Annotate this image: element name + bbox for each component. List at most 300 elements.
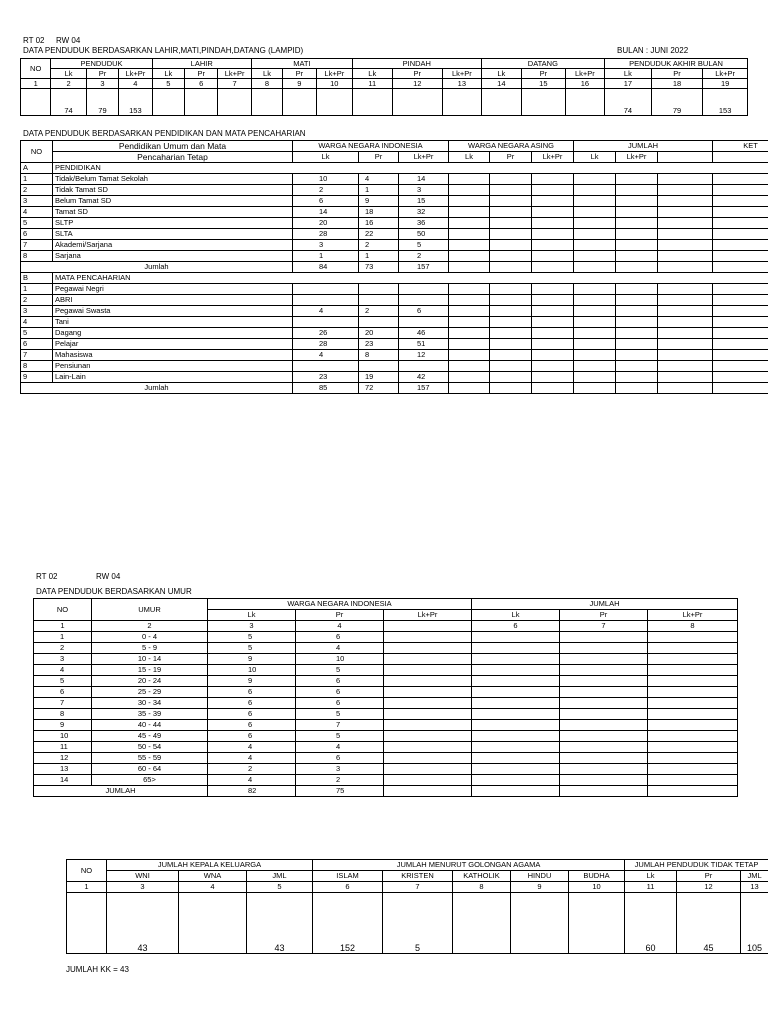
umur-title: DATA PENDUDUK BERDASARKAN UMUR [36,587,192,596]
empty-cell [658,339,713,350]
sub-header: ISLAM [313,871,383,882]
jumlah-row [34,786,738,797]
empty-cell [384,654,472,665]
table-row [21,251,768,262]
empty-cell [532,207,574,218]
wni-header: WARGA NEGARA INDONESIA [208,599,472,610]
table-row [21,328,768,339]
index-cell: 8 [453,882,511,893]
row-lkpr: 3 [399,185,449,196]
row-lk: 9 [208,676,296,687]
empty-cell [384,665,472,676]
bulan-label: BULAN : JUNI 2022 [617,46,689,55]
group-mati: MATI [251,59,352,69]
value-cell: 152 [313,893,383,954]
row-label: Dagang [53,328,293,339]
values-row [21,89,748,116]
row-umur: 25 - 29 [92,687,208,698]
sub-pr: Pr [86,69,118,79]
row-no: 6 [34,687,92,698]
sub-lkpr: Lk+Pr [443,69,481,79]
index-cell: 15 [522,79,566,89]
empty-cell [574,174,616,185]
row-no: 4 [21,207,53,218]
value-cell [67,893,107,954]
empty-cell [449,383,490,394]
rw-label-2: RW 04 [96,572,121,581]
empty-cell [616,350,658,361]
row-no: 8 [21,251,53,262]
index-cell: 12 [677,882,741,893]
row-label: Pensiunan [53,361,293,372]
umur-header: UMUR [92,599,208,621]
empty-cell [574,372,616,383]
empty-cell [449,284,490,295]
row-lk: 10 [293,174,359,185]
empty-cell [449,185,490,196]
empty-cell [574,284,616,295]
empty-cell [658,174,713,185]
empty-cell [658,185,713,196]
value-cell [443,89,481,116]
empty-cell [532,372,574,383]
value-cell [522,89,566,116]
value-cell: 5 [383,893,453,954]
empty-cell [560,654,648,665]
jumlah-pr: 73 [359,262,399,273]
index-cell: 4 [119,79,152,89]
empty-cell [658,383,713,394]
empty-cell [490,350,532,361]
jumlah-header: JUMLAH [574,141,713,152]
jumlah-row [21,262,768,273]
empty-cell [560,764,648,775]
row-umur: 30 - 34 [92,698,208,709]
table-row [21,295,768,306]
row-umur: 35 - 39 [92,709,208,720]
index-cell: 9 [511,882,569,893]
index-cell: 9 [283,79,316,89]
empty-cell [574,306,616,317]
row-pr: 6 [296,698,384,709]
empty-cell [472,753,560,764]
group-no: A [21,163,53,174]
empty-cell [713,240,768,251]
row-umur: 45 - 49 [92,731,208,742]
empty-cell [658,262,713,273]
group-penduduk: PENDUDUK [51,59,152,69]
sub-lkpr: Lk+Pr [648,610,738,621]
row-pr: 3 [296,764,384,775]
empty-cell [384,786,472,797]
row-lkpr: 50 [399,229,449,240]
jumlah-label: Jumlah [21,262,293,273]
value-cell [353,89,392,116]
row-no: 7 [21,350,53,361]
empty-cell [713,262,768,273]
row-lkpr [399,361,449,372]
sub-header: KATHOLIK [453,871,511,882]
empty-cell [616,229,658,240]
index-cell: 12 [392,79,443,89]
row-pr: 4 [359,174,399,185]
index-cell: 1 [67,882,107,893]
row-no: 2 [34,643,92,654]
index-cell: 6 [472,621,560,632]
row-label: Tamat SD [53,207,293,218]
value-cell [565,89,605,116]
value-cell [453,893,511,954]
row-umur: 55 - 59 [92,753,208,764]
empty-cell [658,372,713,383]
sub-pr: Pr [359,152,399,163]
index-cell: 18 [651,79,703,89]
index-row [21,79,748,89]
empty-cell [384,764,472,775]
index-cell: 19 [703,79,748,89]
group-label: MATA PENCAHARIAN [53,273,768,284]
empty-cell [490,284,532,295]
empty-cell [648,731,738,742]
empty-cell [490,251,532,262]
empty-cell [384,775,472,786]
row-lk: 4 [208,775,296,786]
row-label: Lain-Lain [53,372,293,383]
empty-cell [560,742,648,753]
row-pr [359,361,399,372]
sub-header: HINDU [511,871,569,882]
sub-lk: Lk [605,69,652,79]
row-lk [293,295,359,306]
index-cell [384,621,472,632]
rt-label-1: RT 02 [23,36,45,45]
empty-cell [384,643,472,654]
value-cell [179,893,247,954]
sub-header: WNA [179,871,247,882]
empty-cell [658,229,713,240]
row-no: 9 [34,720,92,731]
row-lk: 2 [208,764,296,775]
row-lk: 26 [293,328,359,339]
empty-cell [713,339,768,350]
row-lk: 3 [293,240,359,251]
sub-lk: Lk [51,69,86,79]
sub-header: Lk [625,871,677,882]
sub-header: JML [741,871,768,882]
empty-cell [560,632,648,643]
row-no: 1 [34,632,92,643]
table-row [21,317,768,328]
row-label: Belum Tamat SD [53,196,293,207]
lampid-table [20,58,748,116]
empty-cell [472,786,560,797]
row-lkpr: 51 [399,339,449,350]
value-cell [392,89,443,116]
empty-cell [713,207,768,218]
table-row [34,709,738,720]
row-pr: 6 [296,676,384,687]
index-cell: 3 [107,882,179,893]
value-cell: 153 [119,89,152,116]
row-lkpr: 6 [399,306,449,317]
empty-cell [574,328,616,339]
row-lkpr [399,317,449,328]
index-cell: 10 [569,882,625,893]
empty-cell [560,731,648,742]
sub-lkpr: Lk+Pr [218,69,251,79]
sub-pr: Pr [651,69,703,79]
index-cell: 16 [565,79,605,89]
row-lk: 9 [208,654,296,665]
no-header: NO [21,59,51,79]
index-cell: 8 [251,79,282,89]
empty-cell [490,339,532,350]
value-cell: 43 [107,893,179,954]
row-umur: 20 - 24 [92,676,208,687]
empty-cell [616,328,658,339]
row-label: Akademi/Sarjana [53,240,293,251]
jumlah-pr: 72 [359,383,399,394]
row-lkpr: 12 [399,350,449,361]
empty-cell [658,328,713,339]
no-header: NO [34,599,92,621]
table-row [21,284,768,295]
empty-cell [648,764,738,775]
empty-cell [616,295,658,306]
index-cell: 7 [560,621,648,632]
row-pr: 16 [359,218,399,229]
empty-cell [490,185,532,196]
pendidikan-col-line2: Pencaharian Tetap [53,152,293,163]
empty-cell [648,687,738,698]
row-pr: 6 [296,632,384,643]
empty-cell [532,361,574,372]
ket-header: KET [713,141,768,152]
index-cell: 1 [34,621,92,632]
sub-pr: Pr [392,69,443,79]
empty-cell [616,174,658,185]
row-pr: 2 [296,775,384,786]
empty-cell [616,185,658,196]
row-no: 1 [21,174,53,185]
empty-cell [648,742,738,753]
row-no: 2 [21,295,53,306]
jumlah-lkpr: 157 [399,262,449,273]
row-umur: 0 - 4 [92,632,208,643]
row-no: 2 [21,185,53,196]
empty-cell [472,775,560,786]
empty-cell [574,295,616,306]
empty-cell [532,284,574,295]
sub-lkpr: Lk+Pr [399,152,449,163]
row-label: Pelajar [53,339,293,350]
empty-cell [713,383,768,394]
empty-cell [532,339,574,350]
value-cell [481,89,521,116]
empty-cell [713,350,768,361]
row-umur: 40 - 44 [92,720,208,731]
empty-cell [560,786,648,797]
empty-cell [574,361,616,372]
empty-cell [658,317,713,328]
table-row [34,764,738,775]
row-label: SLTA [53,229,293,240]
row-pr: 7 [296,720,384,731]
empty-cell [616,372,658,383]
empty-cell [449,240,490,251]
empty-cell [616,383,658,394]
empty-cell [449,317,490,328]
row-no: 11 [34,742,92,753]
sub-lk: Lk [208,610,296,621]
table-row [21,185,768,196]
jumlah-lkpr: 157 [399,383,449,394]
index-cell: 17 [605,79,652,89]
row-lk [293,361,359,372]
empty-cell [713,218,768,229]
empty-cell [658,240,713,251]
row-no: 5 [34,676,92,687]
row-lk: 6 [208,687,296,698]
empty-cell [532,317,574,328]
empty-cell [574,185,616,196]
empty-cell [616,317,658,328]
row-lk: 4 [208,742,296,753]
row-lkpr: 5 [399,240,449,251]
empty-cell [648,720,738,731]
empty-cell [449,251,490,262]
empty-cell [490,361,532,372]
empty-cell [658,284,713,295]
group-row [21,163,768,174]
value-cell: 43 [247,893,313,954]
sub-lkpr: Lk+Pr [565,69,605,79]
row-pr [359,317,399,328]
empty-cell [574,240,616,251]
empty-cell [713,251,768,262]
jumlah-header: JUMLAH [472,599,738,610]
table-row [21,350,768,361]
empty-cell [560,687,648,698]
sub-lk: Lk [481,69,521,79]
row-label: Mahasiswa [53,350,293,361]
wna-header: WARGA NEGARA ASING [449,141,574,152]
table-row [34,775,738,786]
row-pr: 18 [359,207,399,218]
empty-cell [384,720,472,731]
empty-cell [648,665,738,676]
jumlah-label: Jumlah [21,383,293,394]
empty-cell [490,306,532,317]
row-umur: 60 - 64 [92,764,208,775]
empty-cell [658,152,713,163]
row-no: 3 [34,654,92,665]
value-cell [185,89,218,116]
empty-cell [616,284,658,295]
row-lk: 6 [208,720,296,731]
empty-cell [574,383,616,394]
group-no: B [21,273,53,284]
empty-cell [648,709,738,720]
empty-cell [574,218,616,229]
row-lkpr: 36 [399,218,449,229]
row-no: 5 [21,218,53,229]
empty-cell [472,731,560,742]
empty-cell [574,251,616,262]
empty-cell [490,196,532,207]
empty-cell [574,350,616,361]
empty-cell [574,229,616,240]
empty-cell [560,643,648,654]
row-lk: 6 [208,698,296,709]
value-cell: 105 [741,893,768,954]
empty-cell [574,196,616,207]
row-pr: 10 [296,654,384,665]
row-pr: 8 [359,350,399,361]
empty-cell [713,152,768,163]
row-pr: 1 [359,185,399,196]
sub-lk: Lk [353,69,392,79]
empty-cell [449,295,490,306]
empty-cell [449,174,490,185]
no-header: NO [67,860,107,882]
jumlah-label: JUMLAH [34,786,208,797]
row-lk: 6 [293,196,359,207]
row-label: SLTP [53,218,293,229]
row-no: 10 [34,731,92,742]
value-cell [569,893,625,954]
empty-cell [472,676,560,687]
index-cell: 3 [208,621,296,632]
empty-cell [449,229,490,240]
jumlah-lk: 85 [293,383,359,394]
empty-cell [472,643,560,654]
empty-cell [449,350,490,361]
row-lk: 1 [293,251,359,262]
empty-cell [560,720,648,731]
empty-cell [713,372,768,383]
row-no: 8 [21,361,53,372]
row-lk: 6 [208,709,296,720]
empty-cell [560,698,648,709]
index-cell: 1 [21,79,51,89]
empty-cell [449,328,490,339]
empty-cell [648,654,738,665]
row-no: 4 [34,665,92,676]
empty-cell [384,698,472,709]
empty-cell [713,174,768,185]
row-label: Tidak Tamat SD [53,185,293,196]
index-cell: 8 [648,621,738,632]
row-no: 12 [34,753,92,764]
empty-cell [658,350,713,361]
tidak-tetap-header: JUMLAH PENDUDUK TIDAK TETAP [625,860,768,871]
row-umur: 65> [92,775,208,786]
empty-cell [532,350,574,361]
empty-cell [616,339,658,350]
empty-cell [713,295,768,306]
sub-lk: Lk [152,69,184,79]
index-cell: 6 [313,882,383,893]
jumlah-row [21,383,768,394]
row-no: 4 [21,317,53,328]
row-pr: 22 [359,229,399,240]
row-lk: 2 [293,185,359,196]
jumlah-lk: 84 [293,262,359,273]
index-cell: 13 [443,79,481,89]
value-cell: 153 [703,89,748,116]
table-row [21,361,768,372]
